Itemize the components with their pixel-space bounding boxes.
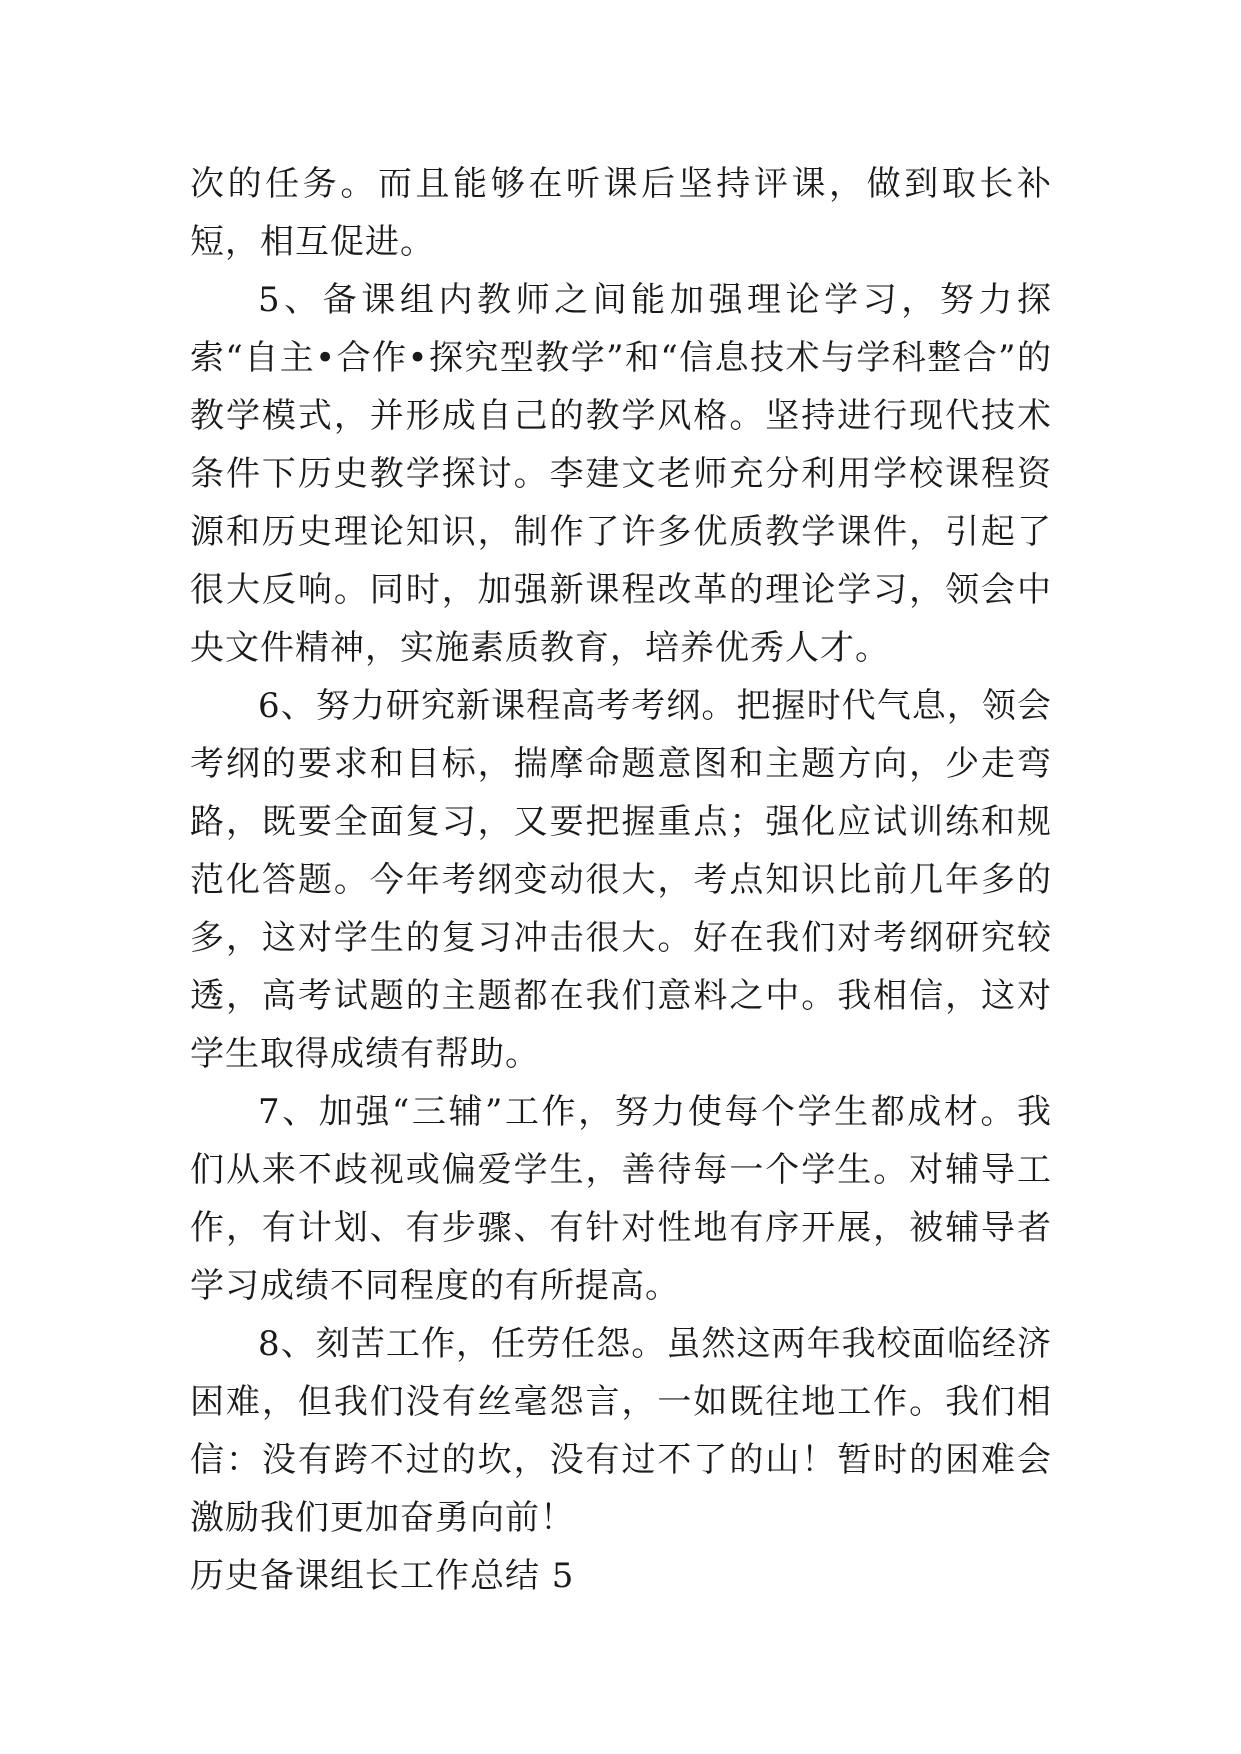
document-body <box>190 155 1052 1605</box>
paragraph-item-6: 6、努力研究新课程高考考纲。把握时代气息，领会考纲的要求和目标，揣摩命题意图和主题方向，少走弯路，既要全面复习，又要把握重点；强化应试训练和规范化答题。今年考纲变动很大，考点知识比前几年多的多，这对学生的复习冲击很大。好在我们对考纲研究较透，高考试题的主题都在我们意料之中。我相信，这对学生取得成绩有帮助。 <box>190 686 1052 1074</box>
paragraph-item-5: 5、备课组内教师之间能加强理论学习，努力探索“自主•合作•探究型教学”和“信息技术与学科整合”的教学模式，并形成自己的教学风格。坚持进行现代技术条件下历史教学探讨。李建文老师充分利用学校课程资源和历史理论知识，制作了许多优质教学课件，引起了很大反响。同时，加强新课程改革的理论学习，领会中央文件精神，实施素质教育，培养优秀人才。 <box>190 280 1052 668</box>
paragraph-continuation: 次的任务。而且能够在听课后坚持评课，做到取长补短，相互促进。 <box>190 164 1052 262</box>
section-heading: 历史备课组长工作总结 5 <box>190 1556 575 1596</box>
paragraph-item-7: 7、加强“三辅”工作，努力使每个学生都成材。我们从来不歧视或偏爱学生，善待每一个学生。对辅导工作，有计划、有步骤、有针对性地有序开展，被辅导者学习成绩不同程度的有所提高。 <box>190 1092 1052 1306</box>
paragraph-item-8: 8、刻苦工作，任劳任怨。虽然这两年我校面临经济困难，但我们没有丝毫怨言，一如既往地工作。我们相信：没有跨不过的坎，没有过不了的山！暂时的困难会激励我们更加奋勇向前！ <box>190 1324 1052 1538</box>
